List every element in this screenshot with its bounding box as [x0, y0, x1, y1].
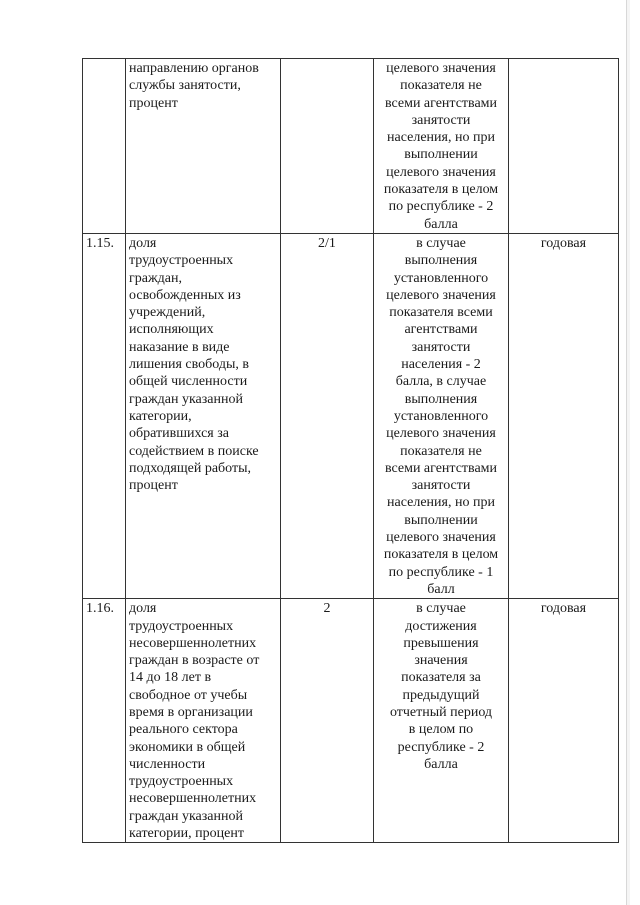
row-number: 1.16. [83, 599, 126, 843]
criteria-line: в случае [416, 235, 466, 251]
criteria-line: населения, но при [387, 495, 495, 511]
indicator-line: общей численности [129, 374, 248, 390]
criteria-line: целевого значения [386, 61, 496, 76]
criteria-line: занятости [411, 339, 471, 355]
criteria-cell [374, 599, 509, 843]
indicator-line: время в организации [129, 704, 253, 720]
criteria-line: балла [424, 216, 458, 232]
criteria-line: занятости [411, 112, 471, 128]
criteria-line: всеми агентствами [384, 95, 498, 111]
indicator-line: категории, [129, 408, 192, 424]
indicator-line: трудоустроенных [129, 618, 234, 634]
criteria-line: показателя в целом [383, 547, 499, 563]
criteria-cell [374, 233, 509, 598]
indicator-line: граждан, [129, 270, 182, 286]
indicator-line: содействием в поиске [129, 443, 259, 459]
criteria-line: установленного [393, 270, 489, 286]
indicator-line: несовершеннолетних [129, 791, 257, 807]
indicator-line: службы занятости, [129, 78, 241, 94]
criteria-line: значения [414, 653, 468, 669]
indicator-cell [126, 59, 281, 234]
points-cell: 2 [281, 599, 374, 843]
table-row [83, 59, 619, 234]
criteria-line: населения - 2 [401, 357, 481, 373]
criteria-line: показателя за [401, 670, 481, 686]
criteria-line: выполнении [404, 512, 478, 528]
indicator-line: исполняющих [129, 322, 214, 338]
criteria-line: достижения [405, 618, 477, 634]
indicator-line: 14 до 18 лет в [129, 670, 212, 686]
indicator-line: граждан указанной [129, 391, 243, 407]
criteria-line: целевого значения [386, 426, 496, 442]
indicator-line: граждан указанной [129, 808, 243, 824]
criteria-line: по республике - 1 [388, 564, 494, 580]
criteria-line: выполнении [404, 147, 478, 163]
indicator-line: обратившихся за [129, 426, 229, 442]
indicator-line: доля [129, 235, 157, 251]
indicator-line: доля [129, 601, 157, 617]
criteria-table [82, 58, 619, 843]
indicator-line: экономики в общей [129, 739, 246, 755]
points-cell [281, 59, 374, 234]
indicator-line: лишения свободы, в [129, 357, 249, 373]
criteria-line: агентствами [404, 322, 478, 338]
criteria-line: по республике - 2 [388, 199, 494, 215]
indicator-line: подходящей работы, [129, 460, 252, 476]
indicator-line: направлению органов [129, 61, 259, 76]
indicator-cell [126, 599, 281, 843]
criteria-line: показателя не [400, 443, 482, 459]
indicator-line: реального сектора [129, 722, 238, 738]
criteria-line: установленного [393, 408, 489, 424]
criteria-line: балл [427, 581, 455, 597]
indicator-line: процент [129, 95, 178, 111]
points-cell: 2/1 [281, 233, 374, 598]
criteria-line: целевого значения [386, 530, 496, 546]
criteria-line: показателя не [400, 78, 482, 94]
criteria-line: превышения [403, 635, 479, 651]
indicator-cell [126, 233, 281, 598]
criteria-line: выполнения [404, 253, 478, 269]
criteria-line: в целом по [408, 722, 474, 738]
criteria-line: в случае [416, 601, 466, 617]
row-number [83, 59, 126, 234]
criteria-line: всеми агентствами [384, 460, 498, 476]
indicator-line: трудоустроенных [129, 774, 234, 790]
criteria-line: занятости [411, 478, 471, 494]
table-row [83, 233, 619, 598]
criteria-line: населения, но при [387, 130, 495, 146]
indicator-line: свободное от учебы [129, 687, 248, 703]
period-cell: годовая [509, 599, 619, 843]
criteria-line: балла [424, 756, 458, 772]
indicator-line: процент [129, 478, 178, 494]
period-cell: годовая [509, 233, 619, 598]
table-row [83, 599, 619, 843]
criteria-line: выполнения [404, 391, 478, 407]
indicator-line: категории, процент [129, 826, 244, 842]
criteria-line: республике - 2 [397, 739, 485, 755]
indicator-line: освобожденных из [129, 287, 241, 303]
period-cell [509, 59, 619, 234]
criteria-line: целевого значения [386, 164, 496, 180]
criteria-line: показателя в целом [383, 182, 499, 198]
indicator-line: наказание в виде [129, 339, 230, 355]
criteria-cell [374, 59, 509, 234]
criteria-line: показателя всеми [389, 305, 493, 321]
criteria-line: предыдущий [402, 687, 480, 703]
criteria-line: отчетный период [389, 704, 493, 720]
indicator-line: учреждений, [129, 305, 206, 321]
criteria-line: балла, в случае [395, 374, 487, 390]
criteria-line: целевого значения [386, 287, 496, 303]
indicator-line: граждан в возрасте от [129, 653, 260, 669]
row-number: 1.15. [83, 233, 126, 598]
indicator-line: несовершеннолетних [129, 635, 257, 651]
scan-edge [626, 0, 630, 905]
indicator-line: численности [129, 756, 206, 772]
indicator-line: трудоустроенных [129, 253, 234, 269]
